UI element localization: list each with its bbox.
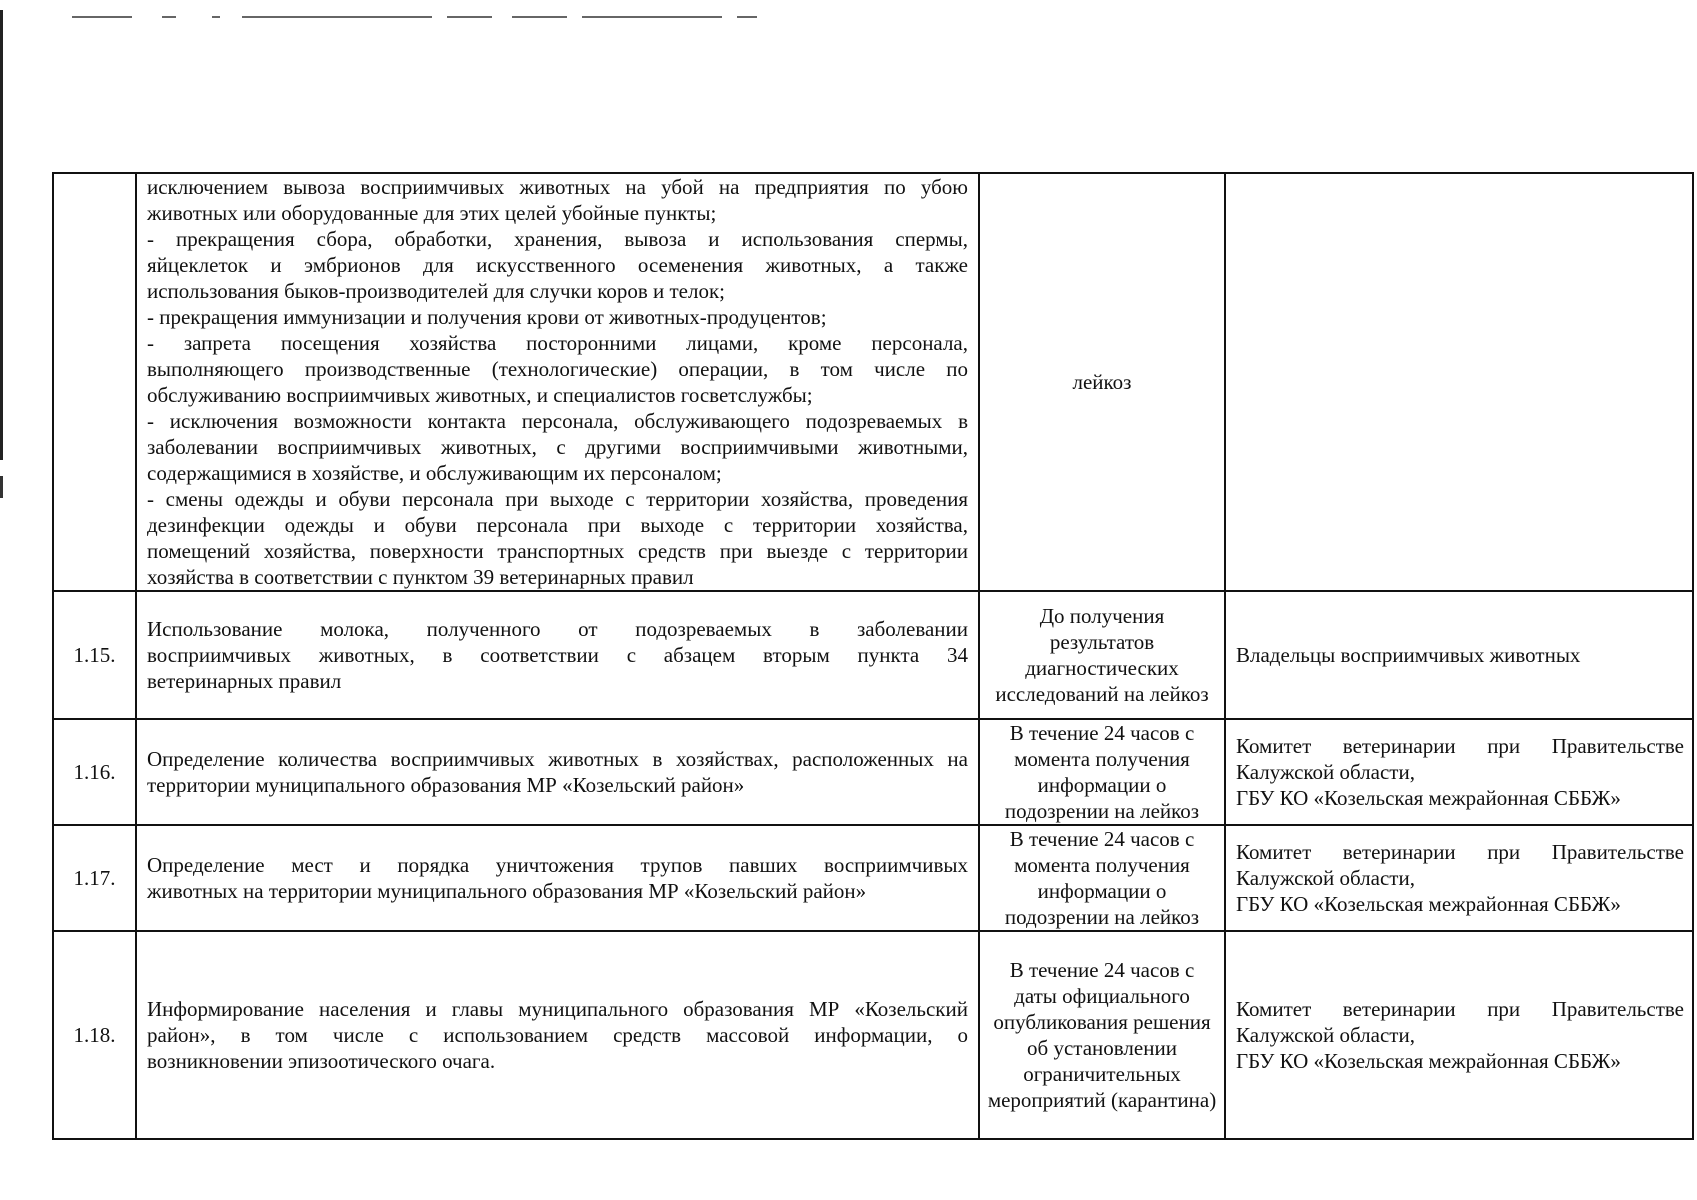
measure-line: Определение количества восприимчивых животных в хозяйствах, расположенных на [147,747,968,771]
measure-cell [136,591,979,719]
responsible-line: Владельцы восприимчивых животных [1236,643,1581,667]
measure-line: помещений хозяйства, поверхности транспортных средств при выезде с территории [147,539,968,563]
measure-cell [136,173,979,591]
responsible-line: ГБУ КО «Козельская межрайонная СББЖ» [1236,786,1621,810]
term-cell: В течение 24 часов с момента получения информации о подозрении на лейкоз [979,825,1225,931]
table-row [53,719,1693,825]
measure-cell [136,931,979,1139]
table-row [53,825,1693,931]
responsible-line: Комитет ветеринарии при Правительстве [1236,840,1684,864]
responsible-cell [1225,825,1693,931]
table-row [53,591,1693,719]
responsible-line: Комитет ветеринарии при Правительстве [1236,997,1684,1021]
measure-line: - прекращения сбора, обработки, хранения, вывоза и использования спермы, [147,227,968,251]
measure-line: обслуживанию восприимчивых животных, и специалистов госветслужбы; [147,383,813,407]
measure-line: возникновении эпизоотического очага. [147,1049,496,1073]
measure-line: восприимчивых животных, в соответствии с абзацем вторым пункта 34 [147,643,968,667]
table-row [53,173,1693,591]
measure-line: - запрета посещения хозяйства посторонними лицами, кроме персонала, [147,331,968,355]
responsible-line: Калужской области, [1236,1023,1415,1047]
measure-line: животных или оборудованные для этих целей убойные пункты; [147,201,717,225]
table-row [53,931,1693,1139]
measure-line: - прекращения иммунизации и получения крови от животных-продуцентов; [147,305,827,329]
row-number: 1.18. [53,931,136,1139]
measure-line: животных на территории муниципального образования МР «Козельский район» [147,879,867,903]
term-cell: В течение 24 часов с момента получения информации о подозрении на лейкоз [979,719,1225,825]
measure-line: Определение мест и порядка уничтожения трупов павших восприимчивых [147,853,968,877]
measure-line: территории муниципального образования МР «Козельский район» [147,773,745,797]
term-cell: До получения результатов диагностических исследований на лейкоз [979,591,1225,719]
measure-line: хозяйства в соответствии с пунктом 39 ветеринарных правил [147,565,694,589]
row-number: 1.15. [53,591,136,719]
measure-line: яйцеклеток и эмбрионов для искусственного осеменения животных, а также [147,253,968,277]
responsible-cell [1225,719,1693,825]
row-number: 1.16. [53,719,136,825]
measure-line: ветеринарных правил [147,669,342,693]
measure-line: - исключения возможности контакта персонала, обслуживающего подозреваемых в [147,409,968,433]
term-cell: лейкоз [979,173,1225,591]
scan-left-edge [0,10,3,460]
measures-table [52,172,1694,1140]
scan-left-tick [0,476,3,498]
responsible-cell [1225,173,1693,591]
measure-line: район», в том числе с использованием средств массовой информации, о [147,1023,968,1047]
row-number: 1.17. [53,825,136,931]
measure-line: исключением вывоза восприимчивых животных на убой на предприятия по убою [147,175,968,199]
measure-line: использования быков-производителей для случки коров и телок; [147,279,726,303]
measure-line: Использование молока, полученного от подозреваемых в заболевании [147,617,968,641]
row-number [53,173,136,591]
measure-line: заболевании восприимчивых животных, с другими восприимчивыми животными, [147,435,968,459]
measure-line: Информирование населения и главы муниципального образования МР «Козельский [147,997,968,1021]
scan-header-remnant [72,16,752,20]
responsible-line: ГБУ КО «Козельская межрайонная СББЖ» [1236,892,1621,916]
responsible-line: ГБУ КО «Козельская межрайонная СББЖ» [1236,1049,1621,1073]
measure-line: дезинфекции одежды и обуви персонала при выходе с территории хозяйства, [147,513,968,537]
responsible-cell [1225,591,1693,719]
responsible-line: Калужской области, [1236,866,1415,890]
responsible-line: Калужской области, [1236,760,1415,784]
measure-cell [136,825,979,931]
responsible-line: Комитет ветеринарии при Правительстве [1236,734,1684,758]
responsible-cell [1225,931,1693,1139]
measure-line: выполняющего производственные (технологические) операции, в том числе по [147,357,968,381]
measure-cell [136,719,979,825]
measure-line: содержащимися в хозяйстве, и обслуживающим их персоналом; [147,461,722,485]
measure-line: - смены одежды и обуви персонала при выходе с территории хозяйства, проведения [147,487,968,511]
term-cell: В течение 24 часов с даты официального опубликования решения об установлении ограничительных мероприятий (карантина) [979,931,1225,1139]
